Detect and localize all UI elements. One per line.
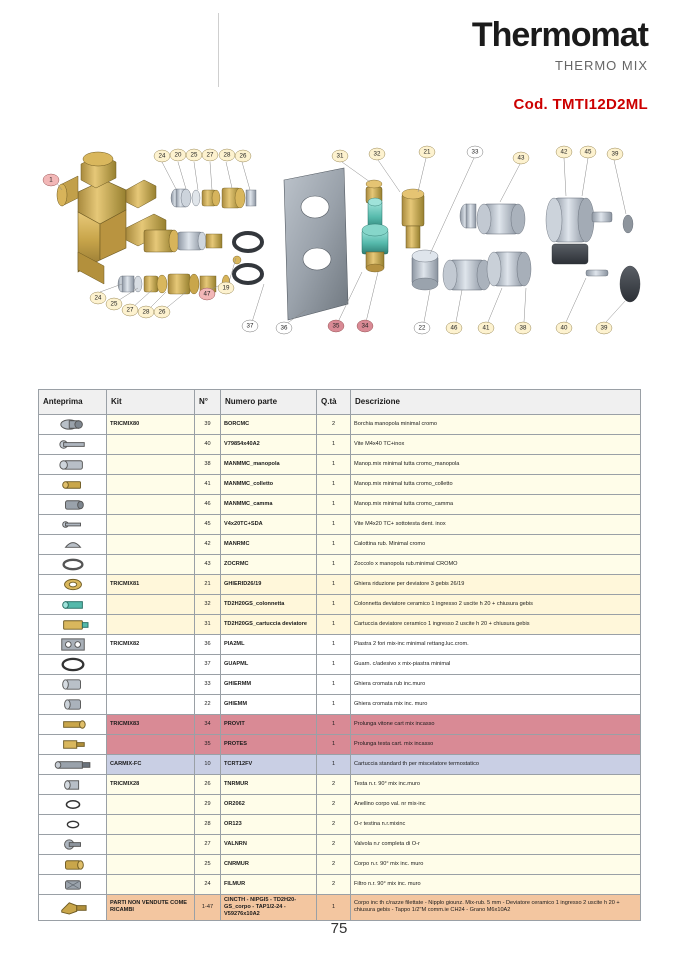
kit-cell <box>107 675 195 695</box>
table-header-row <box>39 390 641 415</box>
table-row <box>39 835 641 855</box>
plate-icon <box>42 637 103 652</box>
part-preview-cell <box>39 535 107 555</box>
kit-cell <box>107 475 195 495</box>
description-cell: Manop.mix minimal tutta cromo_colletto <box>351 475 641 495</box>
row-number-cell: 36 <box>195 635 221 655</box>
part-number-cell: TD2H20GS_colonnetta <box>221 595 317 615</box>
part-preview-cell <box>39 855 107 875</box>
table-row <box>39 795 641 815</box>
kit-cell <box>107 515 195 535</box>
quantity-cell: 1 <box>317 575 351 595</box>
brand-subtitle: THERMO MIX <box>554 58 648 73</box>
table-row <box>39 515 641 535</box>
description-cell: Guarn. c/adesivo x mix-piastra minimal <box>351 655 641 675</box>
description-cell: Corpo inc th c/razze filettate - Nipplo giounz. Mix-rub. 5 mm - Deviatore ceramico 1 ingresso 2 uscite h 20 + chiusura gebis - Tappo 1/2"M comm.ie CH24 - Grano M6x10A2 <box>351 895 641 921</box>
body-icon <box>42 857 103 872</box>
part-preview-cell <box>39 595 107 615</box>
description-cell: Filtro n.r. 90° mix inc. muro <box>351 875 641 895</box>
kit-cell <box>107 835 195 855</box>
part-preview-cell <box>39 835 107 855</box>
header-divider <box>218 13 219 87</box>
part-preview-cell <box>39 815 107 835</box>
table-row <box>39 655 641 675</box>
svg-text:37: 37 <box>246 322 254 330</box>
part-preview-cell <box>39 615 107 635</box>
parts-table-container <box>38 389 640 921</box>
svg-text:43: 43 <box>517 154 525 162</box>
exploded-diagram <box>26 132 652 370</box>
part-number-cell: PIA2ML <box>221 635 317 655</box>
part-number-cell: MANRMC <box>221 535 317 555</box>
kit-cell <box>107 555 195 575</box>
part-preview-cell <box>39 875 107 895</box>
svg-text:28: 28 <box>223 151 231 159</box>
part-preview-cell <box>39 455 107 475</box>
row-number-cell: 43 <box>195 555 221 575</box>
kit-cell: TRICMIX80 <box>107 415 195 435</box>
description-cell: Vite M4x40 TC+inox <box>351 435 641 455</box>
svg-text:28: 28 <box>142 308 150 316</box>
document-header <box>472 18 648 73</box>
part-number-cell: V79854x40A2 <box>221 435 317 455</box>
part-number-cell: BORCMC <box>221 415 317 435</box>
column-icon <box>42 597 103 612</box>
row-number-cell: 41 <box>195 475 221 495</box>
kit-cell <box>107 695 195 715</box>
part-number-cell: MANMMC_manopola <box>221 455 317 475</box>
kit-cell <box>107 455 195 475</box>
diagram-body-assembly <box>57 152 166 284</box>
kit-cell: TRICMIX81 <box>107 575 195 595</box>
part-preview-cell <box>39 675 107 695</box>
table-row <box>39 875 641 895</box>
page-number: 75 <box>330 920 348 937</box>
filter-icon <box>42 877 103 892</box>
quantity-cell: 1 <box>317 515 351 535</box>
part-number-cell: MANMMC_camma <box>221 495 317 515</box>
row-number-cell: 1-47 <box>195 895 221 921</box>
quantity-cell: 1 <box>317 535 351 555</box>
kit-cell: TRICMIX82 <box>107 635 195 655</box>
handle-icon <box>42 457 103 472</box>
extension-icon <box>42 717 103 732</box>
diagram-right-parts <box>402 189 640 302</box>
ring-nut2-icon <box>42 697 103 712</box>
part-number-cell: PROTES <box>221 735 317 755</box>
table-row <box>39 555 641 575</box>
description-cell: O-r testina n.r.mixinc <box>351 815 641 835</box>
kit-cell <box>107 815 195 835</box>
part-preview-cell <box>39 555 107 575</box>
description-cell: Piastra 2 fori mix-inc minimal rettang.luc.crom. <box>351 635 641 655</box>
row-number-cell: 38 <box>195 455 221 475</box>
table-row <box>39 675 641 695</box>
part-preview-cell <box>39 775 107 795</box>
quantity-cell: 2 <box>317 875 351 895</box>
table-row <box>39 455 641 475</box>
svg-text:25: 25 <box>110 300 118 308</box>
table-row <box>39 755 641 775</box>
row-number-cell: 33 <box>195 675 221 695</box>
quantity-cell: 1 <box>317 655 351 675</box>
quantity-cell: 2 <box>317 855 351 875</box>
row-number-cell: 42 <box>195 535 221 555</box>
kit-cell <box>107 495 195 515</box>
part-preview-cell <box>39 495 107 515</box>
description-cell: Valvola n.r completa di O-r <box>351 835 641 855</box>
svg-text:41: 41 <box>482 324 490 332</box>
description-cell: Manop.mix minimal tutta cromo_manopola <box>351 455 641 475</box>
row-number-cell: 28 <box>195 815 221 835</box>
row-number-cell: 26 <box>195 775 221 795</box>
quantity-cell: 2 <box>317 815 351 835</box>
svg-text:38: 38 <box>519 324 527 332</box>
collar-icon <box>42 477 103 492</box>
svg-text:20: 20 <box>174 151 182 159</box>
description-cell: Vite M4x20 TC+ sottotesta dent. inox <box>351 515 641 535</box>
col-anteprima: Anteprima <box>39 390 107 415</box>
table-row <box>39 435 641 455</box>
col-n: N° <box>195 390 221 415</box>
svg-text:26: 26 <box>239 152 247 160</box>
table-row <box>39 475 641 495</box>
row-number-cell: 29 <box>195 795 221 815</box>
part-number-cell: V4x20TC+SDA <box>221 515 317 535</box>
valve-icon <box>42 837 103 852</box>
table-row <box>39 635 641 655</box>
description-cell: Prolunga testa cart. mix incasso <box>351 735 641 755</box>
part-preview-cell <box>39 415 107 435</box>
part-preview-cell <box>39 475 107 495</box>
head-icon <box>42 777 103 792</box>
row-number-cell: 10 <box>195 755 221 775</box>
table-row <box>39 895 641 921</box>
part-number-cell: GHIERID26/19 <box>221 575 317 595</box>
kit-cell <box>107 855 195 875</box>
diagram-topleft-parts <box>171 188 256 208</box>
brand-logo: Thermomat <box>471 16 648 54</box>
nut-ring-icon <box>42 577 103 592</box>
diagram-cartridge-parts <box>144 230 222 252</box>
quantity-cell: 1 <box>317 695 351 715</box>
svg-text:34: 34 <box>361 322 369 330</box>
kit-cell: PARTI NON VENDUTE COME RICAMBI <box>107 895 195 921</box>
parts-table <box>38 389 641 921</box>
description-cell: Prolunga vitone cart mix incasso <box>351 715 641 735</box>
quantity-cell: 1 <box>317 435 351 455</box>
table-row <box>39 815 641 835</box>
svg-text:21: 21 <box>423 148 431 156</box>
table-row <box>39 575 641 595</box>
row-number-cell: 34 <box>195 715 221 735</box>
svg-text:35: 35 <box>332 322 340 330</box>
svg-text:33: 33 <box>471 148 479 156</box>
kit-cell: TRICMIX28 <box>107 775 195 795</box>
description-cell: Corpo n.r. 90° mix inc. muro <box>351 855 641 875</box>
part-number-cell: OR123 <box>221 815 317 835</box>
cam-icon <box>42 497 103 512</box>
extension2-icon <box>42 737 103 752</box>
row-number-cell: 31 <box>195 615 221 635</box>
part-number-cell: TNRMUR <box>221 775 317 795</box>
part-number-cell: ZOCRMC <box>221 555 317 575</box>
cartridge-icon <box>42 617 103 632</box>
quantity-cell: 1 <box>317 735 351 755</box>
description-cell: Borchia manopola minimal cromo <box>351 415 641 435</box>
kit-cell <box>107 735 195 755</box>
quantity-cell: 2 <box>317 835 351 855</box>
part-number-cell: MANMMC_colletto <box>221 475 317 495</box>
part-preview-cell <box>39 435 107 455</box>
part-number-cell: GHIEMM <box>221 695 317 715</box>
diagram-plate <box>284 168 348 320</box>
part-preview-cell <box>39 515 107 535</box>
part-number-cell: TD2H20GS_cartuccia deviatore <box>221 615 317 635</box>
quantity-cell: 1 <box>317 595 351 615</box>
part-number-cell: FILMUR <box>221 875 317 895</box>
col-numero-parte: Numero parte <box>221 390 317 415</box>
oring2-icon <box>42 817 103 832</box>
description-cell: Testa n.r. 90° mix inc.muro <box>351 775 641 795</box>
description-cell: Colonnetta deviatore ceramico 1 ingresso 2 uscite h 20 + chiusura gebis <box>351 595 641 615</box>
description-cell: Manop.mix minimal tutta cromo_camma <box>351 495 641 515</box>
kit-cell: CARMIX-FC <box>107 755 195 775</box>
description-cell: Cartuccia standard th per miscelatore termostatico <box>351 755 641 775</box>
part-preview-cell <box>39 655 107 675</box>
quantity-cell: 1 <box>317 495 351 515</box>
description-cell: Cartuccia deviatore ceramico 1 ingresso 2 uscite h 20 + chiusura gebis <box>351 615 641 635</box>
quantity-cell: 1 <box>317 895 351 921</box>
table-row <box>39 775 641 795</box>
part-preview-cell <box>39 895 107 921</box>
part-number-cell: GHIERMM <box>221 675 317 695</box>
table-row <box>39 535 641 555</box>
part-number-cell: PROVIT <box>221 715 317 735</box>
kit-cell <box>107 535 195 555</box>
svg-text:46: 46 <box>450 324 458 332</box>
row-number-cell: 24 <box>195 875 221 895</box>
parts-table-body <box>39 415 641 921</box>
part-preview-cell <box>39 795 107 815</box>
description-cell: Ghiera cromata rub inc.muro <box>351 675 641 695</box>
table-row <box>39 695 641 715</box>
quantity-cell: 1 <box>317 635 351 655</box>
part-preview-cell <box>39 715 107 735</box>
product-code: Cod. TMTI12D2ML <box>513 96 648 113</box>
quantity-cell: 1 <box>317 715 351 735</box>
cap-icon <box>42 537 103 552</box>
quantity-cell: 2 <box>317 795 351 815</box>
screw-small-icon <box>42 517 103 532</box>
row-number-cell: 21 <box>195 575 221 595</box>
svg-text:24: 24 <box>94 294 102 302</box>
diagram-gaskets <box>233 233 262 283</box>
screw-icon <box>42 437 103 452</box>
svg-text:24: 24 <box>158 152 166 160</box>
base-ring-icon <box>42 557 103 572</box>
kit-cell <box>107 875 195 895</box>
part-number-cell: OR2062 <box>221 795 317 815</box>
kit-cell <box>107 655 195 675</box>
description-cell: Ghiera riduzione per deviatore 3 gebis 26/19 <box>351 575 641 595</box>
row-number-cell: 25 <box>195 855 221 875</box>
row-number-cell: 37 <box>195 655 221 675</box>
quantity-cell: 1 <box>317 455 351 475</box>
quantity-cell: 1 <box>317 755 351 775</box>
part-number-cell: VALNRN <box>221 835 317 855</box>
quantity-cell: 1 <box>317 475 351 495</box>
svg-text:39: 39 <box>611 150 619 158</box>
col-descrizione: Descrizione <box>351 390 641 415</box>
row-number-cell: 22 <box>195 695 221 715</box>
svg-text:19: 19 <box>222 284 230 292</box>
gasket-icon <box>42 657 103 672</box>
table-row <box>39 855 641 875</box>
part-number-cell: CINCTH - NIPGI5 - TD2H20-GS_corpo - TAP1/2-24 - V59276x10A2 <box>221 895 317 921</box>
table-row <box>39 495 641 515</box>
body-assembly-icon <box>42 900 103 915</box>
quantity-cell: 2 <box>317 415 351 435</box>
knob-cap-icon <box>42 417 103 432</box>
svg-text:40: 40 <box>560 324 568 332</box>
svg-text:45: 45 <box>584 148 592 156</box>
col-kit: Kit <box>107 390 195 415</box>
table-row <box>39 615 641 635</box>
svg-text:26: 26 <box>158 308 166 316</box>
row-number-cell: 46 <box>195 495 221 515</box>
svg-text:39: 39 <box>600 324 608 332</box>
part-number-cell: CNRMUR <box>221 855 317 875</box>
table-row <box>39 415 641 435</box>
row-number-cell: 35 <box>195 735 221 755</box>
row-number-cell: 27 <box>195 835 221 855</box>
svg-text:27: 27 <box>206 151 214 159</box>
ring-nut-icon <box>42 677 103 692</box>
quantity-cell: 1 <box>317 555 351 575</box>
svg-text:25: 25 <box>190 151 198 159</box>
row-number-cell: 45 <box>195 515 221 535</box>
description-cell: Calottina rub. Minimal cromo <box>351 535 641 555</box>
description-cell: Anellino corpo val. nr mix-inc <box>351 795 641 815</box>
svg-text:42: 42 <box>560 148 568 156</box>
svg-text:32: 32 <box>373 150 381 158</box>
oring-icon <box>42 797 103 812</box>
kit-cell: TRICMIX83 <box>107 715 195 735</box>
kit-cell <box>107 615 195 635</box>
svg-text:47: 47 <box>203 290 211 298</box>
quantity-cell: 2 <box>317 775 351 795</box>
part-number-cell: TCRT12FV <box>221 755 317 775</box>
table-row <box>39 735 641 755</box>
part-preview-cell <box>39 755 107 775</box>
svg-text:22: 22 <box>418 324 426 332</box>
svg-text:36: 36 <box>280 324 288 332</box>
quantity-cell: 1 <box>317 675 351 695</box>
row-number-cell: 39 <box>195 415 221 435</box>
row-number-cell: 40 <box>195 435 221 455</box>
svg-text:31: 31 <box>336 152 344 160</box>
part-preview-cell <box>39 735 107 755</box>
part-preview-cell <box>39 575 107 595</box>
col-qta: Q.tà <box>317 390 351 415</box>
svg-text:27: 27 <box>126 306 134 314</box>
kit-cell <box>107 795 195 815</box>
description-cell: Ghiera cromata mix inc. muro <box>351 695 641 715</box>
description-cell: Zoccolo x manopola rub.minimal CROMO <box>351 555 641 575</box>
part-preview-cell <box>39 635 107 655</box>
table-row <box>39 595 641 615</box>
row-number-cell: 32 <box>195 595 221 615</box>
thermo-cartridge-icon <box>42 757 103 772</box>
part-preview-cell <box>39 695 107 715</box>
svg-text:1: 1 <box>49 176 53 184</box>
kit-cell <box>107 435 195 455</box>
table-row <box>39 715 641 735</box>
kit-cell <box>107 595 195 615</box>
diagram-diverter-cartridge <box>362 180 388 272</box>
quantity-cell: 1 <box>317 615 351 635</box>
part-number-cell: GUAPML <box>221 655 317 675</box>
